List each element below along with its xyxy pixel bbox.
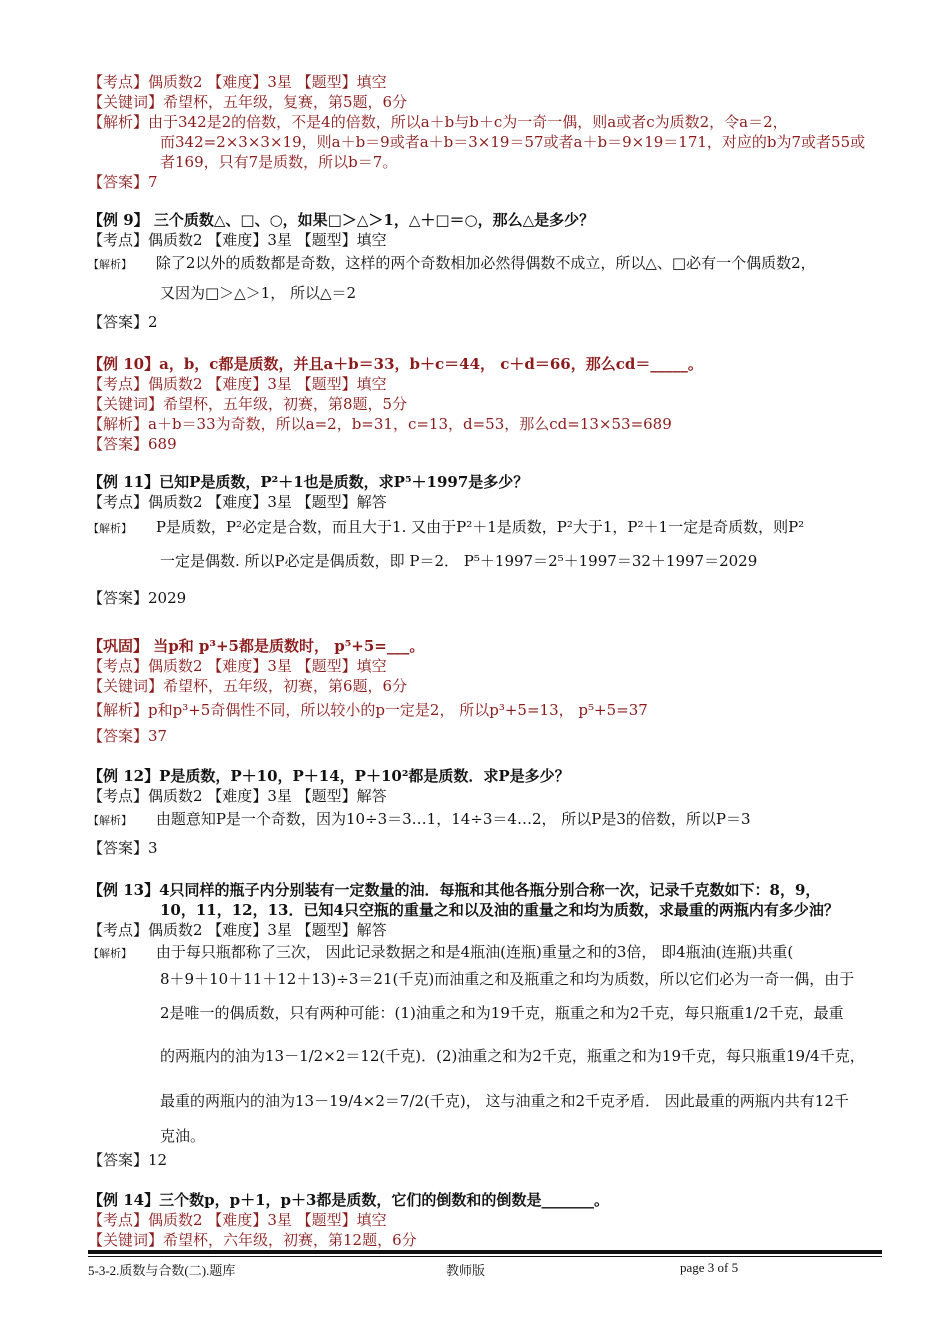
topic-line: 【考点】偶质数2 【难度】3星 【题型】解答	[88, 493, 387, 511]
footer-page-number: page 3 of 5	[680, 1260, 739, 1275]
document-page	[88, 72, 888, 1250]
analysis-text: 8＋9＋10＋11＋12＋13)÷3＝21(千克)而油重之和及瓶重之和均为质数，所以它们必为一奇一偶，由于	[160, 970, 855, 988]
topic-line: 【考点】偶质数2 【难度】3星 【题型】填空	[88, 73, 387, 91]
topic-line: 【考点】偶质数2 【难度】3星 【题型】填空	[88, 375, 387, 393]
example-12	[88, 766, 888, 862]
analysis-text: 由于每只瓶都称了三次， 因此记录数据之和是4瓶油(连瓶)重量之和的3倍， 即4瓶油(连瓶)共重(	[155, 943, 794, 961]
analysis-line: 【解析】由于342是2的倍数，不是4的倍数，所以a＋b与b＋c为一奇一偶，则a或者c为质数2，令a＝2，	[88, 113, 788, 131]
example-9	[88, 210, 888, 336]
topic-line: 【考点】偶质数2 【难度】3星 【题型】填空	[88, 231, 387, 249]
solution-block-8	[88, 72, 888, 192]
question-title: 【例 11】已知P是质数，P²＋1也是质数，求P⁵＋1997是多少？	[88, 473, 529, 491]
analysis-line: 【解析】a＋b＝33为奇数，所以a=2，b=31，c=13，d=53，那么cd=13×53=689	[88, 415, 672, 433]
analysis-text: 最重的两瓶内的油为13－19/4×2＝7/2(千克)， 这与油重之和2千克矛盾． 因此最重的两瓶内共有12千	[160, 1092, 849, 1110]
footer-rule-thin	[88, 1256, 882, 1257]
footer-left: 5-3-2.质数与合数(二).题库	[88, 1263, 236, 1278]
topic-line: 【考点】偶质数2 【难度】3星 【题型】填空	[88, 1211, 387, 1229]
keywords-line: 【关键词】希望杯，五年级，复赛，第5题，6分	[88, 93, 408, 111]
example-10	[88, 354, 888, 454]
question-title: 【例 9】 三个质数△、□、○，如果□＞△＞1，△＋□＝○，那么△是多少？	[88, 211, 595, 229]
question-title: 【例 13】4只同样的瓶子内分别装有一定数量的油．每瓶和其他各瓶分别合称一次，记录千克数如下：8，9，	[88, 881, 821, 899]
answer-line: 【答案】3	[88, 839, 158, 857]
question-title-cont: 10，11，12，13．已知4只空瓶的重量之和以及油的重量之和均为质数，求最重的两瓶内有多少油？	[160, 901, 839, 919]
keywords-line: 【关键词】希望杯，六年级，初赛，第12题，6分	[88, 1231, 417, 1249]
topic-line: 【考点】偶质数2 【难度】3星 【题型】解答	[88, 787, 387, 805]
topic-line: 【考点】偶质数2 【难度】3星 【题型】填空	[88, 657, 387, 675]
analysis-text: P是质数，P²必定是合数，而且大于1. 又由于P²＋1是质数，P²大于1，P²＋1一定是奇质数，则P²	[155, 518, 805, 536]
answer-line: 【答案】7	[88, 173, 158, 191]
analysis-tag: 【解析】	[88, 814, 132, 827]
analysis-tag: 【解析】	[88, 947, 132, 960]
example-14	[88, 1190, 888, 1250]
analysis-tag: 【解析】	[88, 522, 132, 535]
question-title: 【例 10】a，b，c都是质数，并且a＋b＝33，b＋c＝44， c＋d＝66，那么cd＝_____。	[88, 355, 703, 373]
analysis-text: 2是唯一的偶质数，只有两种可能：(1)油重之和为19千克，瓶重之和为2千克，每只瓶重1/2千克，最重	[160, 1004, 844, 1022]
analysis-tag: 【解析】	[88, 258, 132, 271]
question-title: 【例 14】三个数p，p＋1，p＋3都是质数，它们的倒数和的倒数是_______。	[88, 1191, 609, 1209]
analysis-line: 【解析】p和p³+5奇偶性不同，所以较小的p一定是2， 所以p³+5=13， p⁵+5=37	[88, 701, 648, 719]
answer-line: 【答案】12	[88, 1151, 168, 1169]
analysis-line: 而342=2×3×3×19，则a＋b＝9或者a＋b＝3×19＝57或者a＋b＝9×19＝171，对应的b为7或者55或	[160, 133, 866, 151]
question-title: 【巩固】 当p和 p³+5都是质数时， p⁵+5=___。	[88, 637, 425, 655]
answer-line: 【答案】2029	[88, 589, 187, 607]
analysis-text: 由题意知P是一个奇数，因为10÷3＝3…1，14÷3＝4…2， 所以P是3的倍数，所以P＝3	[155, 810, 751, 828]
example-13	[88, 880, 888, 1172]
analysis-line: 者169，只有7是质数，所以b＝7。	[160, 153, 398, 171]
footer-rule	[88, 1250, 882, 1254]
analysis-text: 一定是偶数. 所以P必定是偶质数，即 P＝2． P⁵＋1997＝2⁵＋1997＝32＋1997＝2029	[160, 552, 758, 570]
analysis-text: 克油。	[160, 1127, 206, 1145]
answer-line: 【答案】689	[88, 435, 177, 453]
footer-center: 教师版	[446, 1263, 486, 1278]
keywords-line: 【关键词】希望杯，五年级，初赛，第8题，5分	[88, 395, 408, 413]
example-11	[88, 472, 888, 618]
consolidation	[88, 636, 888, 748]
analysis-text: 又因为□＞△＞1， 所以△＝2	[160, 284, 357, 302]
question-title: 【例 12】P是质数，P＋10，P＋14，P＋10²都是质数．求P是多少？	[88, 767, 570, 785]
topic-line: 【考点】偶质数2 【难度】3星 【题型】解答	[88, 921, 387, 939]
analysis-text: 除了2以外的质数都是奇数，这样的两个奇数相加必然得偶数不成立，所以△、□必有一个偶质数2，	[155, 254, 816, 272]
answer-line: 【答案】2	[88, 313, 158, 331]
keywords-line: 【关键词】希望杯，五年级，初赛，第6题，6分	[88, 677, 408, 695]
analysis-text: 的两瓶内的油为13－1/2×2＝12(千克)．(2)油重之和为2千克，瓶重之和为19千克，每只瓶重19/4千克，	[160, 1047, 865, 1065]
answer-line: 【答案】37	[88, 727, 168, 745]
